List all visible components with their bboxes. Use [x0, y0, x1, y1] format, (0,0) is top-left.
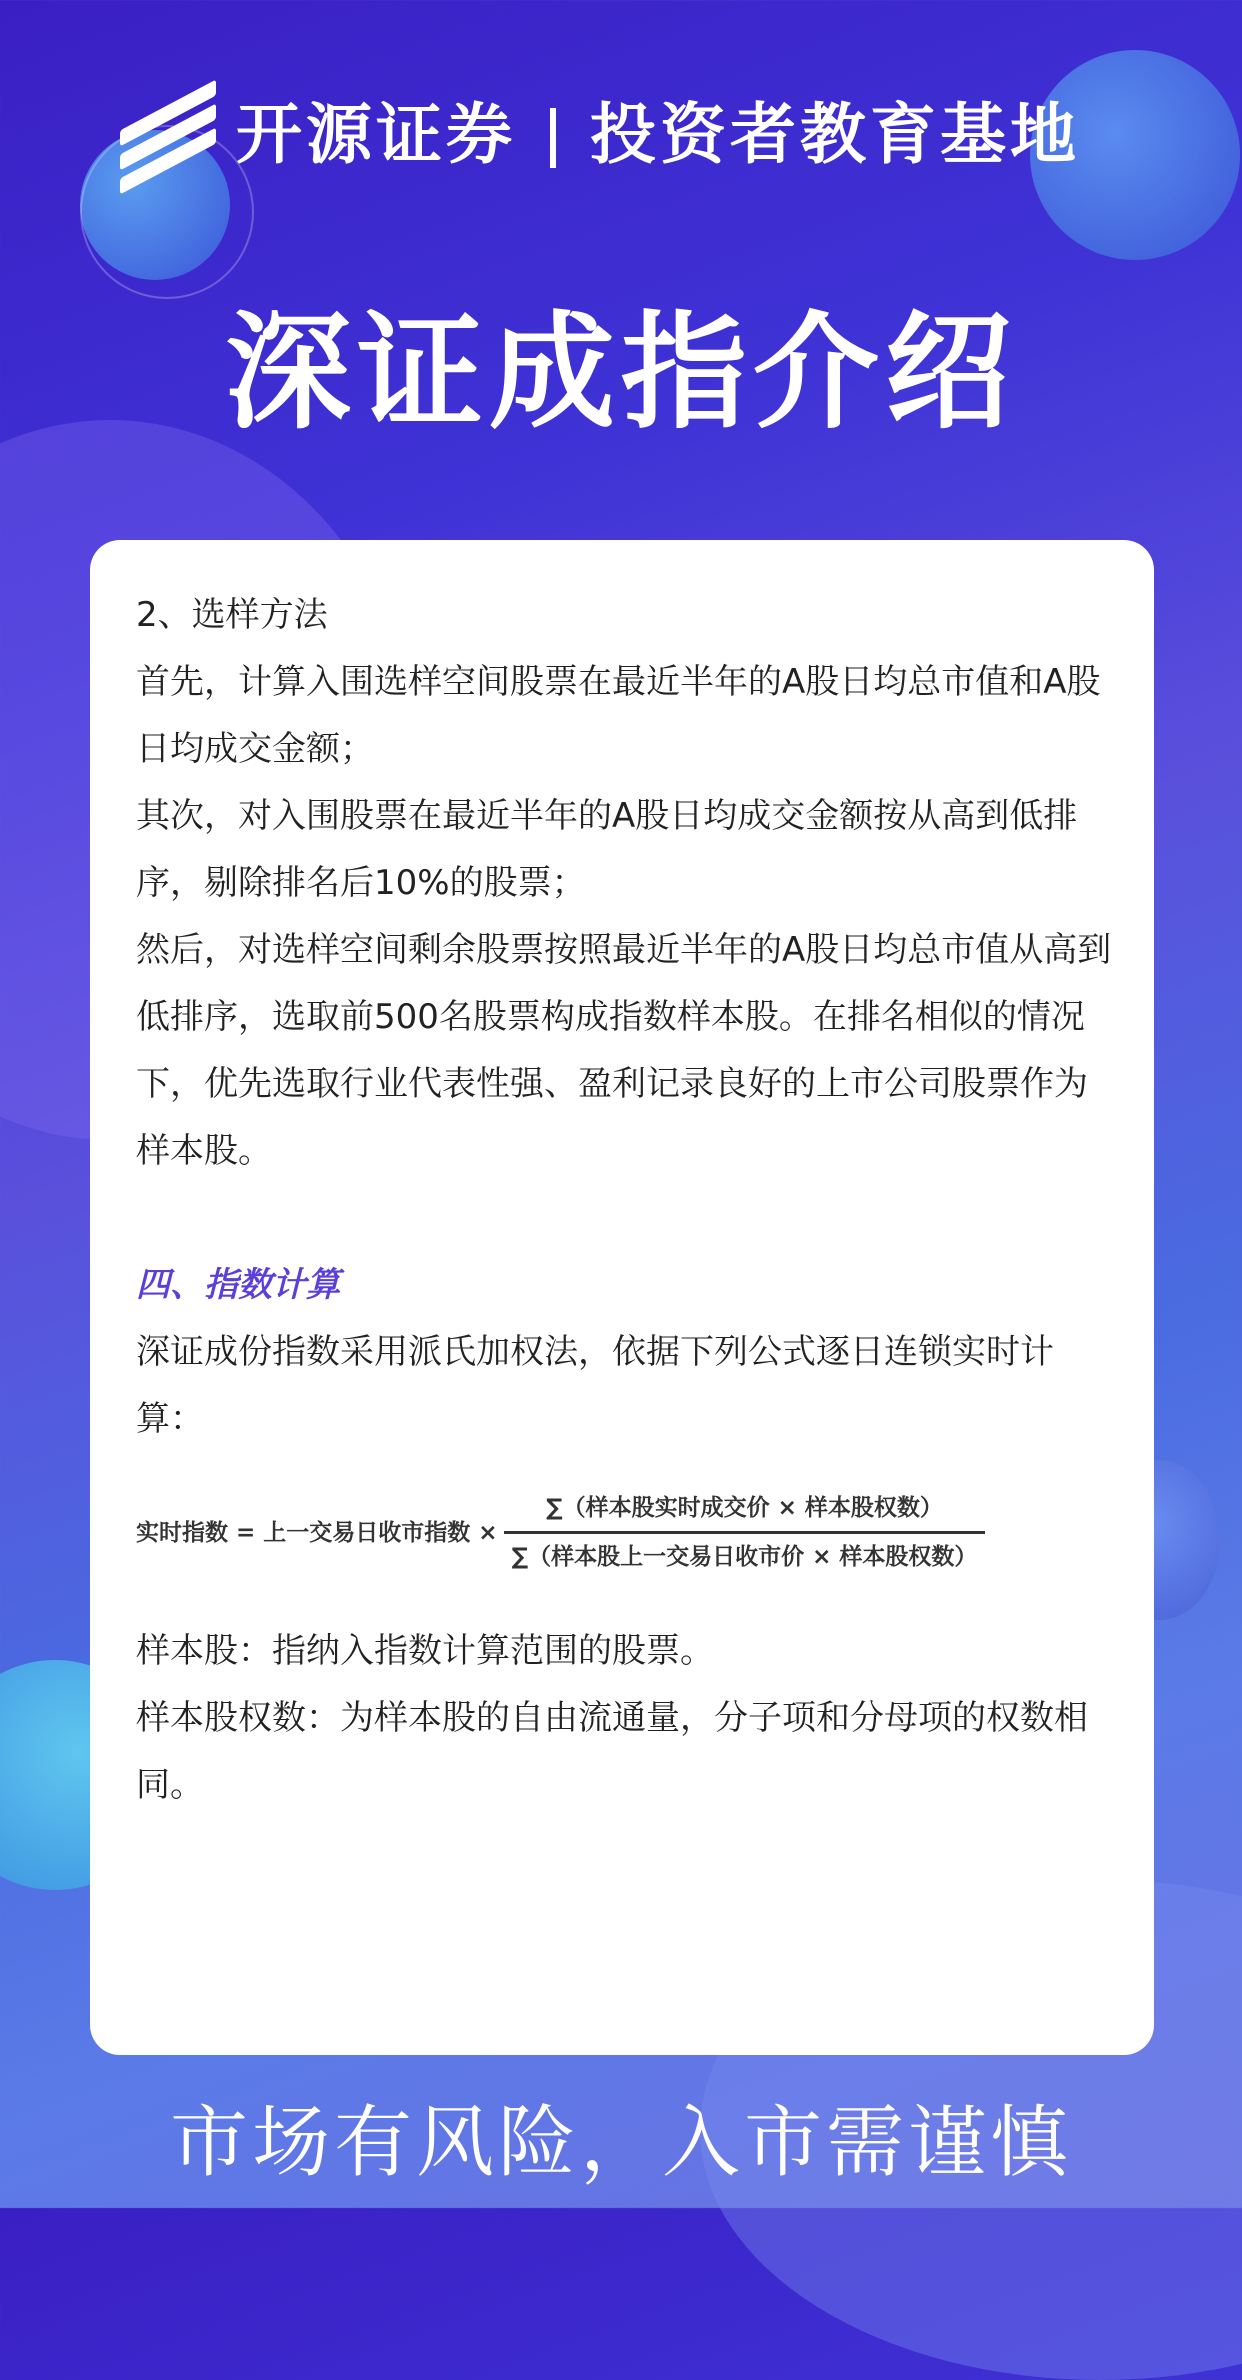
page-title: 深证成指介绍 — [225, 299, 1017, 446]
header-divider — [550, 108, 556, 168]
formula-denominator: ∑（样本股上一交易日收市价 × 样本股权数） — [504, 1531, 986, 1572]
paragraph: 然后，对选样空间剩余股票按照最近半年的A股日均总市值从高到低排序，选取前500名股票构成指数样本股。在排名相似的情况下，优先选取行业代表性强、盈利记录良好的上市公司股票作为样本股。 — [136, 930, 1112, 1171]
paragraph: 样本股权数：为样本股的自由流通量，分子项和分母项的权数相同。 — [136, 1698, 1088, 1805]
paragraph: 深证成份指数采用派氏加权法，依据下列公式逐日连锁实时计算： — [136, 1332, 1054, 1439]
paragraph: 首先，计算入围选样空间股票在最近半年的A股日均总市值和A股日均成交金额； — [136, 662, 1101, 769]
header — [120, 78, 1080, 178]
paragraph: 其次，对入围股票在最近半年的A股日均成交金额按从高到低排序，剔除排名后10%的股票； — [136, 796, 1078, 903]
formula-left: 实时指数 = 上一交易日收市指数 × — [136, 1519, 498, 1546]
formula-fraction — [504, 1493, 986, 1572]
content-body — [136, 582, 1116, 1819]
header-text — [236, 81, 1080, 176]
brand-logo-icon — [120, 83, 220, 173]
paragraph: 样本股：指纳入指数计算范围的股票。 — [136, 1631, 714, 1671]
header-subtitle: 投资者教育基地 — [590, 95, 1080, 173]
risk-warning: 市场有风险，入市需谨慎 — [169, 2098, 1072, 2188]
spacer — [136, 1185, 1116, 1252]
content-card — [90, 540, 1154, 2055]
section-heading: 四、指数计算 — [136, 1265, 340, 1305]
formula-numerator: ∑（样本股实时成交价 × 样本股权数） — [546, 1495, 943, 1521]
brand-name: 开源证券 — [236, 95, 516, 173]
formula — [136, 1493, 1116, 1572]
paragraph: 2、选样方法 — [136, 595, 328, 635]
